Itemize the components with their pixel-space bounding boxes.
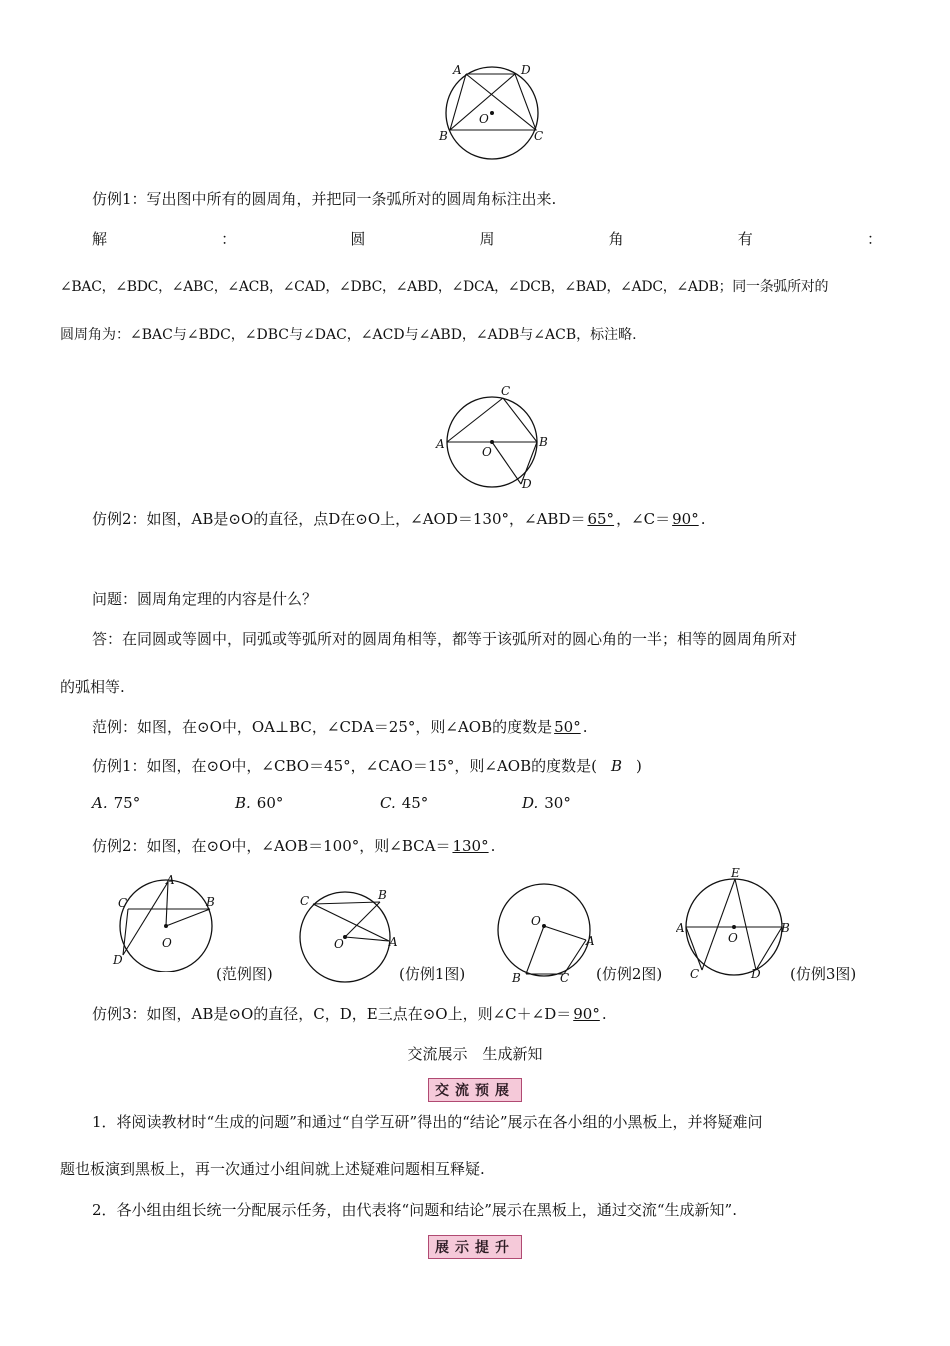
banner-show: 展示提升: [428, 1235, 522, 1259]
label-c: C: [300, 894, 310, 908]
example2-prefix: 仿例2：: [92, 510, 147, 528]
fang3-line: [92, 1003, 607, 1024]
label-d: D: [113, 953, 123, 967]
figure-fang1: [290, 885, 400, 985]
option-d: [522, 794, 571, 812]
label-a: A: [676, 921, 685, 935]
answer-char: 圆: [350, 230, 366, 248]
label-o: O: [162, 936, 172, 950]
answer-char: 周: [479, 230, 495, 248]
fang3-end: .: [601, 1005, 607, 1023]
label-b: B: [206, 895, 215, 909]
fan-example-line: [92, 716, 587, 737]
theorem-answer-line-2: 的弧相等.: [60, 678, 125, 696]
section-heading: 交流展示 生成新知: [407, 1045, 543, 1063]
option-letter: C.: [380, 794, 396, 812]
example1-text: 写出图中所有的圆周角，并把同一条弧所对的圆周角标注出来.: [146, 190, 557, 208]
label-b: B: [539, 435, 548, 449]
item1-line-2: 题也板演到黑板上，再一次通过小组间就上述疑难问题相互释疑.: [60, 1160, 485, 1178]
option-value: 45°: [401, 794, 429, 812]
answer-char: ：: [221, 230, 237, 248]
fang2-end: .: [490, 837, 496, 855]
option-letter: A.: [92, 794, 108, 812]
caption-fan: (范例图): [216, 965, 273, 983]
label-a: A: [436, 437, 445, 451]
label-o: O: [482, 445, 492, 459]
item2-line: 2．各小组由组长统一分配展示任务，由代表将“问题和结论”展示在黑板上，通过交流“生成新知”.: [92, 1201, 737, 1219]
blank-answer: 90°: [672, 510, 699, 528]
label-b: B: [512, 971, 521, 983]
label-c: C: [560, 971, 570, 983]
blank-answer: 65°: [587, 510, 615, 528]
label-b: B: [378, 888, 387, 902]
example1-line: [92, 188, 556, 209]
option-value: 30°: [544, 794, 571, 812]
caption-fang3: (仿例3图): [790, 965, 857, 983]
figure-fang2: [490, 878, 602, 983]
answer-line-2: ∠BAC，∠BDC，∠ABC，∠ACB，∠CAD，∠DBC，∠ABD，∠DCA，∠DCB，∠BAD，∠ADC，∠ADB；同一条弧所对的: [60, 279, 829, 295]
banner-preview: 交流预展: [428, 1078, 522, 1102]
label-c: C: [534, 129, 544, 143]
fang1-end: ): [636, 757, 642, 775]
label-a: A: [586, 934, 595, 948]
figure-fang3: [676, 866, 794, 978]
fan-example-text: 范例：如图，在⊙O中，OA⊥BC，∠CDA＝25°，则∠AOB的度数是: [92, 718, 553, 736]
theorem-answer-line-1: 答：在同圆或等圆中，同弧或等弧所对的圆周角相等，都等于该弧所对的圆心角的一半；相等的圆周角所对: [92, 630, 798, 648]
answer-line-3: 圆周角为：∠BAC与∠BDC，∠DBC与∠DAC，∠ACD与∠ABD，∠ADB与∠ACB，标注略.: [60, 327, 637, 343]
label-a: A: [166, 873, 175, 887]
option-value: 75°: [113, 794, 141, 812]
answer-char: 解: [92, 230, 108, 248]
example2-mid: ，∠C＝: [616, 510, 671, 528]
fang2-text: 仿例2：如图，在⊙O中，∠AOB＝100°，则∠BCA＝: [92, 837, 451, 855]
figure-fan-example: [110, 872, 222, 972]
label-o: O: [728, 931, 738, 945]
example1-prefix: 仿例1：: [92, 190, 147, 208]
question-line: 问题：圆周角定理的内容是什么？: [92, 590, 318, 608]
option-letter: B.: [235, 794, 251, 812]
example2-end: .: [700, 510, 706, 528]
label-o: O: [531, 914, 541, 928]
option-a: [92, 794, 140, 812]
fang3-text: 仿例3：如图，AB是⊙O的直径，C，D，E三点在⊙O上，则∠C＋∠D＝: [92, 1005, 572, 1023]
label-c: C: [118, 896, 128, 910]
option-b: [235, 794, 283, 812]
label-d: D: [522, 477, 532, 490]
answer-char: 有: [737, 230, 753, 248]
example2-line: [92, 508, 705, 529]
label-a: A: [389, 935, 398, 949]
answer-char: 角: [608, 230, 624, 248]
label-e: E: [731, 866, 740, 880]
fang2-line: [92, 835, 495, 856]
fan-example-end: .: [582, 718, 588, 736]
figure-quadrilateral: [430, 60, 550, 165]
label-c: C: [690, 967, 700, 978]
label-c: C: [501, 384, 511, 398]
blank-answer: 50°: [554, 718, 581, 736]
blank-answer: 130°: [452, 837, 489, 855]
option-c: [380, 794, 428, 812]
label-d: D: [751, 967, 761, 978]
figure-diameter: [430, 380, 555, 490]
blank-answer: 90°: [573, 1005, 600, 1023]
label-o: O: [334, 937, 344, 951]
caption-fang2: (仿例2图): [596, 965, 663, 983]
label-o: O: [479, 112, 489, 126]
label-a: A: [453, 63, 462, 77]
fang1-line: [92, 755, 642, 776]
option-value: 60°: [256, 794, 284, 812]
fang1-answer: B: [610, 757, 623, 775]
item1-line-1: 1．将阅读教材时“生成的问题”和通过“自学互研”得出的“结论”展示在各小组的小黑板上，并将疑难问: [92, 1113, 763, 1131]
answer-heading-line: [92, 228, 882, 249]
fang1-text: 仿例1：如图，在⊙O中，∠CBO＝45°，∠CAO＝15°，则∠AOB的度数是(: [92, 757, 597, 775]
example2-text: 如图，AB是⊙O的直径，点D在⊙O上，∠AOD＝130°，∠ABD＝: [146, 510, 586, 528]
label-b: B: [439, 129, 448, 143]
caption-fang1: (仿例1图): [399, 965, 466, 983]
answer-char: ：: [866, 230, 882, 248]
label-d: D: [521, 63, 531, 77]
option-letter: D.: [522, 794, 539, 812]
label-b: B: [781, 921, 790, 935]
